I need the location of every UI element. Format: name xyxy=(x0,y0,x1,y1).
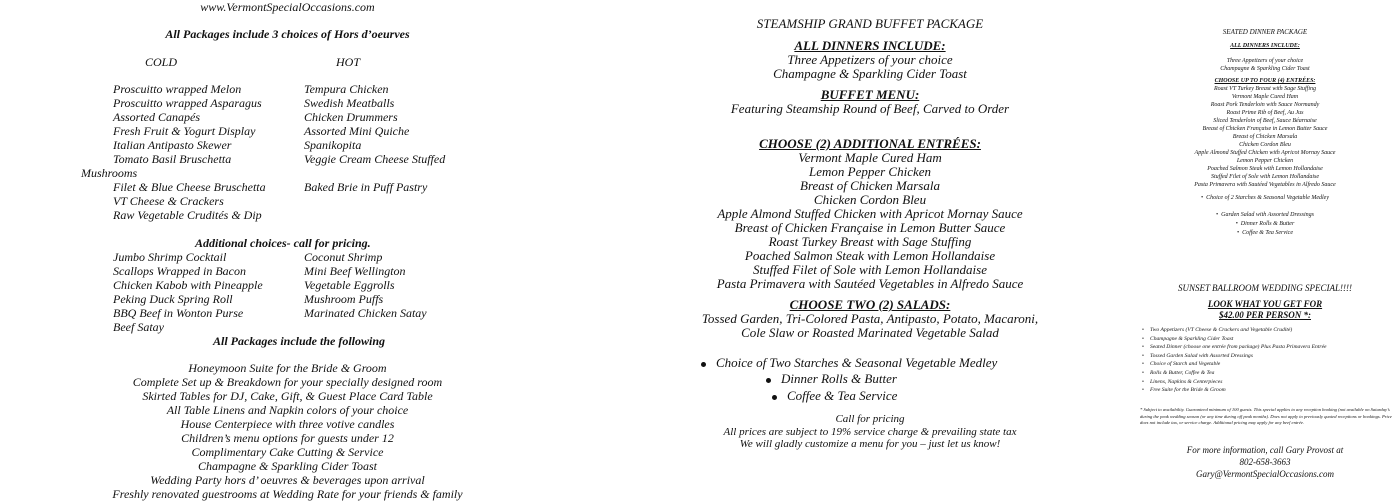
hors-doeuvres-panel xyxy=(0,0,590,500)
list-item: Proscuitto wrapped Melon xyxy=(113,82,242,96)
salads-line: Tossed Garden, Tri-Colored Pasta, Antipasto, Potato, Macaroni, xyxy=(701,311,1039,326)
bullet-icon xyxy=(772,395,777,400)
list-item: Roast Turkey Breast with Sage Stuffing xyxy=(768,234,972,249)
special-list xyxy=(1142,326,1327,395)
salads-line: Cole Slaw or Roasted Marinated Vegetable Salad xyxy=(741,325,999,340)
include-line: Champagne & Sparkling Cider Toast xyxy=(1220,66,1310,72)
list-item: Jumbo Shrimp Cocktail xyxy=(113,250,227,264)
list-item: Apple Almond Stuffed Chicken with Apricot Mornay Sauce xyxy=(1194,150,1336,156)
list-item: Scallops Wrapped in Bacon xyxy=(113,264,246,278)
list-item: Wedding Party hors d’ oeuvres & beverages upon arrival xyxy=(150,473,425,487)
hors-title: All Packages include 3 choices of Hors d’oeurves xyxy=(165,27,410,41)
list-item: Stuffed Filet of Sole with Lemon Hollandaise xyxy=(753,262,987,277)
bullet-icon xyxy=(701,362,706,367)
list-item: Assorted Mini Quiche xyxy=(304,124,410,138)
includes-list xyxy=(0,361,575,501)
seated-dinner-panel xyxy=(1130,0,1400,500)
include-title: All Packages include the following xyxy=(213,334,386,348)
list-item: Chicken Cordon Bleu xyxy=(1239,142,1291,148)
more-info: For more information, call Gary Provost at xyxy=(1186,445,1344,455)
seated-include-heading: ALL DINNERS INCLUDE: xyxy=(1230,43,1300,49)
cold-wrap-word: Mushrooms xyxy=(81,166,138,180)
list-item: Complimentary Cake Cutting & Service xyxy=(191,445,384,459)
list-item: Coconut Shrimp xyxy=(304,250,383,264)
list-item: Champagne & Sparkling Cider Toast xyxy=(198,459,377,473)
list-item: Poached Salmon Steak with Lemon Hollandaise xyxy=(1207,166,1323,172)
list-item: Chicken Kabob with Pineapple xyxy=(113,278,263,292)
list-item: Honeymoon Suite for the Bride & Groom xyxy=(188,361,387,375)
list-item: Chicken Drummers xyxy=(304,110,398,124)
list-item: Roast Prime Rib of Beef, Au Jus xyxy=(1226,110,1304,116)
extras-text: Garden Salad with Assorted Dressings xyxy=(1221,212,1314,218)
list-item: Roast VT Turkey Breast with Sage Stuffing xyxy=(1214,86,1316,92)
extras-text: Coffee & Tea Service xyxy=(1242,230,1294,236)
list-item: Complete Set up & Breakdown for your specially designed room xyxy=(132,375,443,389)
hot-list xyxy=(304,82,445,166)
list-item: Apple Almond Stuffed Chicken with Apricot Mornay Sauce xyxy=(717,206,1023,221)
sunset-title: SUNSET BALLROOM WEDDING SPECIAL!!!! xyxy=(1177,283,1353,293)
additional-title: Additional choices- call for pricing. xyxy=(195,236,371,250)
list-item: Tomato Basil Bruschetta xyxy=(113,152,232,166)
seated-entrees-heading: CHOOSE UP TO FOUR (4) ENTRÉES: xyxy=(1214,78,1316,84)
list-item: Breast of Chicken Française in Lemon Butter Sauce xyxy=(734,220,1006,235)
list-item: Vermont Maple Cured Ham xyxy=(1231,94,1299,100)
salads-heading: CHOOSE TWO (2) SALADS: xyxy=(789,297,951,312)
list-item: Assorted Canapés xyxy=(113,110,200,124)
list-item: Stuffed Filet of Sole with Lemon Hollandaise xyxy=(1211,174,1319,180)
list-item: • Tossed Garden Salad with Assorted Dressings xyxy=(1142,352,1327,361)
list-item: Pasta Primavera with Sautéed Vegetables in Alfredo Sauce xyxy=(716,276,1024,291)
extras-item: • Dinner Rolls & Butter xyxy=(1235,221,1295,227)
list-item: BBQ Beef in Wonton Purse xyxy=(113,306,244,320)
bullet-item xyxy=(701,355,997,371)
additional-left-list xyxy=(113,250,263,334)
phone-number[interactable]: 802-658-3663 xyxy=(1239,457,1291,467)
list-item: Breast of Chicken Marsala xyxy=(1232,134,1298,140)
cold-list-continued xyxy=(113,180,266,222)
include-line: Three Appetizers of your choice xyxy=(787,52,953,67)
list-item: • Two Appetizers (VT Cheese & Crackers and Vegetable Crudité) xyxy=(1142,326,1327,335)
list-item: House Centerpiece with three votive candles xyxy=(180,417,395,431)
list-item: • Champagne & Sparkling Cider Toast xyxy=(1142,335,1327,344)
list-item: Mini Beef Wellington xyxy=(304,264,406,278)
list-item: • Free Suite for the Bride & Groom xyxy=(1142,386,1327,395)
bullet-item xyxy=(766,371,897,387)
list-item: Filet & Blue Cheese Bruschetta xyxy=(113,180,266,194)
list-item: Skirted Tables for DJ, Cake, Gift, & Guest Place Card Table xyxy=(142,389,433,403)
list-item: Mushroom Puffs xyxy=(304,292,384,306)
additional-right-list xyxy=(304,250,427,320)
hot-label: HOT xyxy=(336,55,361,69)
entrees-heading: CHOOSE (2) ADDITIONAL ENTRÉES: xyxy=(759,136,981,151)
starch-bullet: • Choice of 2 Starches & Seasonal Vegetable Medley xyxy=(1200,195,1330,201)
list-item: • Rolls & Butter, Coffee & Tea xyxy=(1142,369,1327,378)
list-item: Children’s menu options for guests under 12 xyxy=(181,431,394,445)
featuring-line: Featuring Steamship Round of Beef, Carved to Order xyxy=(730,101,1010,116)
list-item: All Table Linens and Napkin colors of your choice xyxy=(166,403,409,417)
prices-note: All prices are subject to 19% service charge & prevailing state tax xyxy=(723,426,1017,438)
list-item: Italian Antipasto Skewer xyxy=(113,138,232,152)
bullet-item xyxy=(772,388,897,404)
hot-extra-item: Baked Brie in Puff Pastry xyxy=(304,180,428,194)
list-item: Vermont Maple Cured Ham xyxy=(798,150,942,165)
footnote: * Subject to availability. Guaranteed minimum of 100 guests. This special applies to any reception booking (not available on Saturday’s during the peak wedding season (or any time during off peak months). Does not apply to previously quoted receptions or bookings. Price does not include tax, or service charge. Additional pricing may apply for any beef entrée. xyxy=(1140,407,1392,425)
email-link[interactable]: Gary@VermontSpecialOccasions.com xyxy=(1195,469,1334,479)
list-item: Fresh Fruit & Yogurt Display xyxy=(113,124,256,138)
list-item: Freshly renovated guestrooms at Wedding Rate for your friends & family xyxy=(112,487,463,501)
bullet-text: Coffee & Tea Service xyxy=(787,388,898,403)
list-item: Swedish Meatballs xyxy=(304,96,395,110)
include-line: Three Appetizers of your choice xyxy=(1226,58,1304,64)
list-item: Pasta Primavera with Sautéed Vegetables in Alfredo Sauce xyxy=(1194,182,1336,188)
list-item: Chicken Cordon Bleu xyxy=(813,192,927,207)
look-heading: LOOK WHAT YOU GET FOR xyxy=(1207,299,1323,309)
seated-title: SEATED DINNER PACKAGE xyxy=(1222,28,1308,36)
list-item: Sliced Tenderloin of Beef, Sauce Béarnaise xyxy=(1213,118,1317,124)
list-item: Vegetable Eggrolls xyxy=(304,278,395,292)
list-item: Tempura Chicken xyxy=(304,82,389,96)
list-item: Raw Vegetable Crudités & Dip xyxy=(113,208,262,222)
list-item: Beef Satay xyxy=(113,320,164,334)
list-item: Lemon Pepper Chicken xyxy=(808,164,932,179)
cold-list xyxy=(113,82,262,166)
bullet-text: Choice of Two Starches & Seasonal Vegetable Medley xyxy=(716,355,998,370)
bullet-icon xyxy=(766,378,771,383)
buffet-menu-heading: BUFFET MENU: xyxy=(820,87,920,102)
starch-text: Choice of 2 Starches & Seasonal Vegetable Medley xyxy=(1206,195,1330,201)
bullet-text: Dinner Rolls & Butter xyxy=(781,371,897,386)
buffet-package-panel xyxy=(600,0,1140,500)
cold-label: COLD xyxy=(145,55,178,69)
include-line: Champagne & Sparkling Cider Toast xyxy=(773,66,967,81)
all-dinners-heading: ALL DINNERS INCLUDE: xyxy=(794,38,946,53)
page-title: STEAMSHIP GRAND BUFFET PACKAGE xyxy=(756,16,984,31)
list-item: • Linens, Napkins & Centerpieces xyxy=(1142,378,1327,387)
extras-text: Dinner Rolls & Butter xyxy=(1240,221,1295,227)
list-item: Lemon Pepper Chicken xyxy=(1236,158,1294,164)
list-item: • Seated Dinner (choose one entrée from package) Plus Pasta Primavera Entrée xyxy=(1142,343,1327,352)
website-link[interactable]: www.VermontSpecialOccasions.com xyxy=(200,0,375,14)
list-item: Breast of Chicken Marsala xyxy=(800,178,940,193)
list-item: Poached Salmon Steak with Lemon Hollandaise xyxy=(744,248,996,263)
list-item: Proscuitto wrapped Asparagus xyxy=(113,96,262,110)
list-item: Veggie Cream Cheese Stuffed xyxy=(304,152,446,166)
list-item: • Choice of Starch and Vegetable xyxy=(1142,360,1327,369)
extras-item: • Garden Salad with Assorted Dressings xyxy=(1216,212,1314,218)
list-item: VT Cheese & Crackers xyxy=(113,194,224,208)
price-heading: $42.00 PER PERSON *: xyxy=(1218,310,1311,320)
list-item: Breast of Chicken Française in Lemon Butter Sauce xyxy=(1202,126,1328,132)
list-item: Spanikopita xyxy=(304,138,362,152)
call-for-pricing: Call for pricing xyxy=(835,413,905,425)
list-item: Marinated Chicken Satay xyxy=(304,306,427,320)
customize-note: We will gladly customize a menu for you – just let us know! xyxy=(739,438,1001,450)
list-item: Peking Duck Spring Roll xyxy=(113,292,233,306)
list-item: Roast Pork Tenderloin with Sauce Normandy xyxy=(1210,102,1320,108)
extras-item: • Coffee & Tea Service xyxy=(1236,230,1294,236)
